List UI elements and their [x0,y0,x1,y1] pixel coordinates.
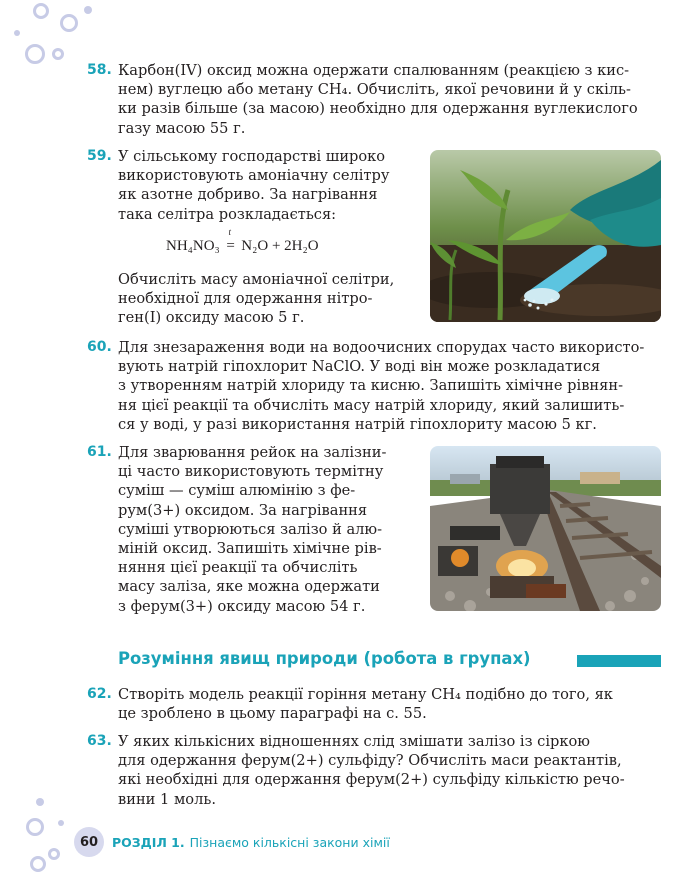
decorative-dots-bottom [0,790,80,885]
task-text-line: Карбон(IV) оксид можна одержати спалюванням (реакцією з кис- [118,62,630,79]
task-text-line: рум(3+) оксидом. За нагрівання [118,501,368,519]
section-heading: Розуміння явищ природи (робота в групах) [118,649,531,668]
task-text-line: які необхідні для одержання ферум(2+) сульфіду кількістю речо- [118,771,625,789]
chemical-equation [166,227,319,255]
task-number: 60. [87,339,112,355]
task-text-line: Для зварювання рейок на залізни- [118,444,387,461]
task-text-line: суміш — суміш алюмінію з фе- [118,482,356,500]
task-text-line: газу масою 55 г. [118,119,246,137]
task-text-line: необхідної для одержання нітро- [118,290,373,308]
equation-reactant: NH₄NO₃ [166,238,220,254]
section-heading-bar [577,655,661,667]
task-text-line: це зроблено в цьому параграфі на с. 55. [118,705,427,723]
equation-products: N₂O + 2H₂O [241,238,319,254]
task-text-line: Для знезараження води на водоочисних спорудах часто використо- [118,339,645,356]
task-text-line: масу заліза, яке можна одержати [118,578,380,596]
footer-title: Пізнаємо кількісні закони хімії [189,834,390,850]
task-text-line: Обчисліть масу амоніачної селітри, [118,271,395,288]
task-text-line: ня цієї реакції та обчисліть масу натрій хлориду, який залишить- [118,396,625,414]
task-number: 58. [87,62,112,78]
task-text-line: ся у воді, у разі використання натрій гіпохлориту масою 5 кг. [118,415,597,433]
task-61 [87,443,406,616]
task-text-line: вують натрій гіпохлорит NaClO. У воді він може розкладатися [118,358,601,376]
task-60 [87,338,660,434]
task-text-line: У сільському господарстві широко [118,148,386,165]
task-text-line: нем) вуглецю або метану CH₄. Обчисліть, якої речовини й у скіль- [118,81,631,99]
task-text-line: вини 1 моль. [118,790,216,808]
task-text-line: використовують амоніачну селітру [118,167,390,185]
task-text-line: з утворенням натрій хлориду та кисню. Запишіть хімічне рівнян- [118,377,624,395]
task-text-line: Створіть модель реакції горіння метану CH₄ подібно до того, як [118,686,613,703]
fertilizer-photo [430,150,661,322]
task-63 [87,732,660,809]
task-number: 61. [87,444,112,460]
task-59-continued [118,270,406,328]
task-number: 62. [87,686,112,702]
task-text-line: така селітра розкладається: [118,205,337,223]
equation-arrow: = [226,238,235,254]
task-text-line: ген(I) оксиду масою 5 г. [118,309,305,327]
task-text-line: суміші утворюються залізо й алю- [118,520,383,538]
task-text-line: няння цієї реакції та обчисліть [118,559,358,577]
task-59 [87,147,406,224]
task-text-line: ці часто використовують термітну [118,463,384,481]
task-58 [87,61,660,138]
task-text-line: міній оксид. Запишіть хімічне рів- [118,540,382,558]
footer-chapter: РОЗДІЛ 1. [112,834,185,850]
rail-welding-photo [430,446,661,611]
task-text-line: У яких кількісних відношеннях слід змішати залізо із сіркою [118,733,590,750]
task-text-line: як азотне добриво. За нагрівання [118,186,378,204]
task-text-line: з ферум(3+) оксиду масою 54 г. [118,597,366,615]
task-number: 63. [87,733,112,749]
task-text-line: для одержання ферум(2+) сульфіду? Обчисліть маси реактантів, [118,752,622,770]
task-number: 59. [87,148,112,164]
page-footer [74,826,390,858]
equation-condition: t [228,227,232,237]
page-number: 60 [74,827,104,857]
task-62 [87,685,660,723]
task-text-line: ки разів більше (за масою) необхідно для одержання вуглекислого [118,100,638,118]
